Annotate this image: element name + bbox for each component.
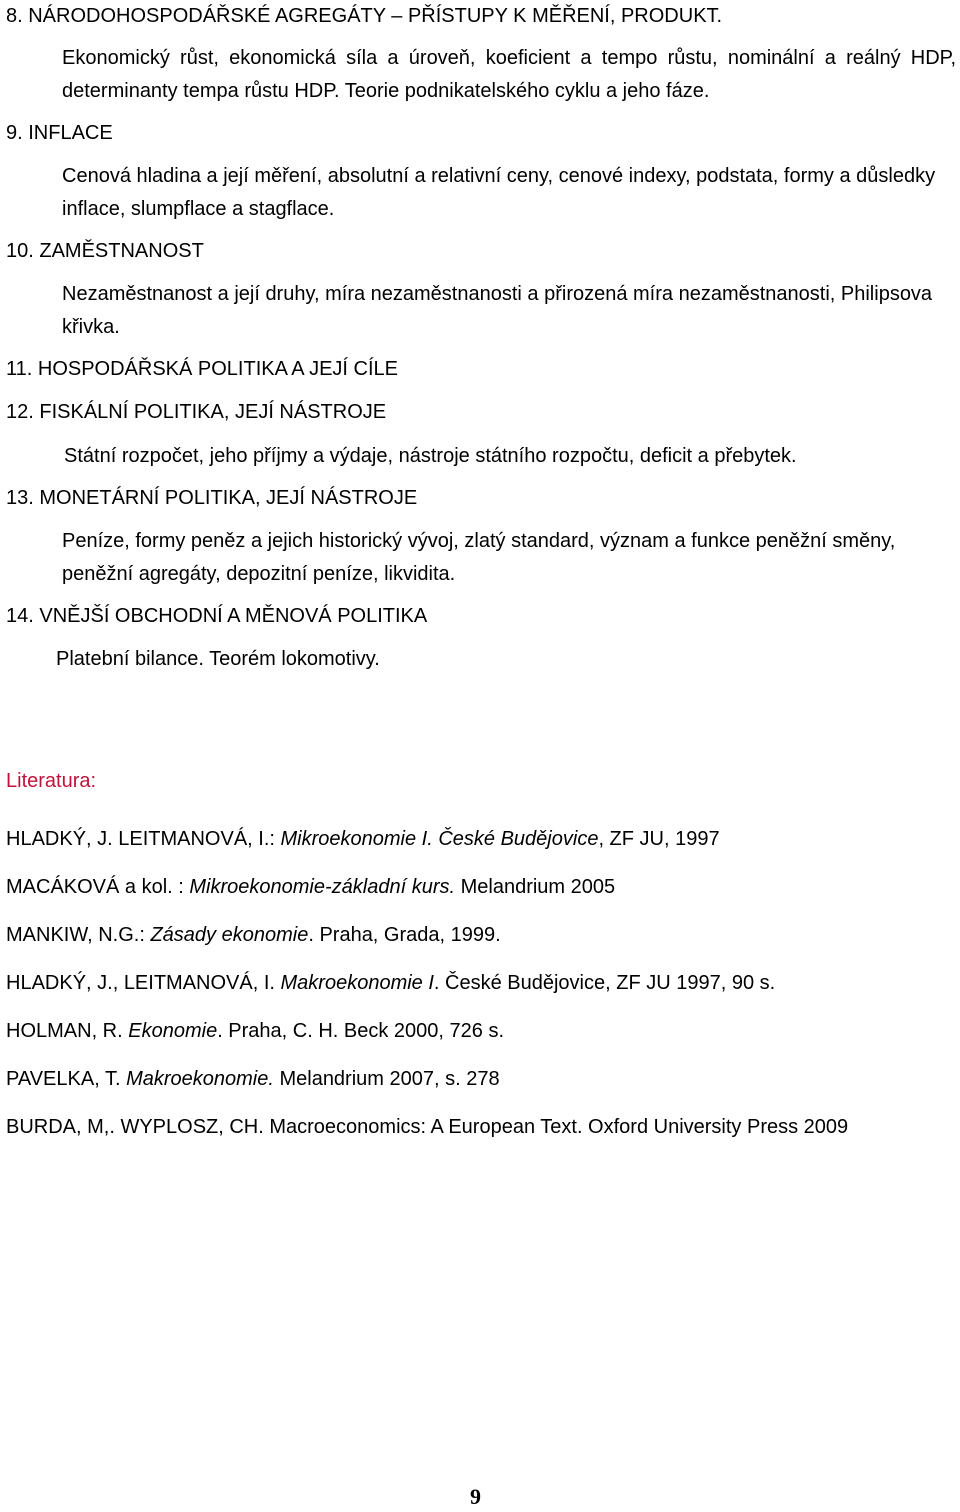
page-number: 9 <box>470 1484 481 1509</box>
reference-publisher: Melandrium 2007, s. 278 <box>273 1068 500 1090</box>
reference-author: MANKIW, N.G.: <box>6 924 151 946</box>
reference-item <box>6 922 501 948</box>
reference-item <box>6 1018 504 1044</box>
reference-item <box>6 874 615 900</box>
section-heading-12: 12. FISKÁLNÍ POLITIKA, JEJÍ NÁSTROJE <box>6 401 387 423</box>
reference-title: Zásady ekonomie <box>150 924 309 946</box>
reference-item <box>6 826 720 852</box>
section-heading-10: 10. ZAMĚSTNANOST <box>6 240 204 262</box>
reference-publisher: Melandrium 2005 <box>455 876 616 898</box>
reference-title: Makroekonomie I <box>280 972 434 994</box>
reference-item <box>6 970 775 996</box>
reference-title: Mikroekonomie I. České Budějovice <box>280 828 599 850</box>
reference-author: PAVELKA, T. <box>6 1068 127 1090</box>
section-body-9: Cenová hladina a její měření, absolutní a relativní ceny, cenové indexy, podstata, formy a důsledky inflace, slumpflace a stagflace. <box>62 165 936 220</box>
section-body-12: Státní rozpočet, jeho příjmy a výdaje, nástroje státního rozpočtu, deficit a přebytek. <box>64 445 797 467</box>
section-body-8: Ekonomický růst, ekonomická síla a úroveň, koeficient a tempo růstu, nominální a reálný HDP, determinanty tempa růstu HDP. Teorie podnikatelského cyklu a jeho fáze. <box>62 47 956 102</box>
section-body-14: Platební bilance. Teorém lokomotivy. <box>56 648 380 670</box>
reference-item <box>6 1114 848 1140</box>
section-body-13: Peníze, formy peněz a jejich historický vývoj, zlatý standard, význam a funkce peněžní směny, peněžní agregáty, depozitní peníze, likvidita. <box>62 530 896 585</box>
literature-label: Literatura: <box>6 770 97 792</box>
reference-author: BURDA, M,. WYPLOSZ, CH. Macroeconomics: A European Text. Oxford University Press 2009 <box>6 1116 849 1138</box>
reference-publisher: . Praha, C. H. Beck 2000, 726 s. <box>217 1020 505 1042</box>
section-heading-11: 11. HOSPODÁŘSKÁ POLITIKA A JEJÍ CÍLE <box>6 358 399 380</box>
section-heading-13: 13. MONETÁRNÍ POLITIKA, JEJÍ NÁSTROJE <box>6 487 418 509</box>
reference-publisher: . České Budějovice, ZF JU 1997, 90 s. <box>433 972 776 994</box>
reference-author: MACÁKOVÁ a kol. : <box>6 876 190 898</box>
reference-publisher: , ZF JU, 1997 <box>598 828 720 850</box>
reference-title: Mikroekonomie-základní kurs. <box>189 876 456 898</box>
reference-item <box>6 1066 500 1092</box>
reference-author: HOLMAN, R. <box>6 1020 129 1042</box>
reference-author: HLADKÝ, J. LEITMANOVÁ, I.: <box>6 828 281 850</box>
reference-publisher: . Praha, Grada, 1999. <box>308 924 501 946</box>
reference-title: Makroekonomie. <box>126 1068 274 1090</box>
reference-title: Ekonomie <box>128 1020 218 1042</box>
section-heading-8: 8. NÁRODOHOSPODÁŘSKÉ AGREGÁTY – PŘÍSTUPY K MĚŘENÍ, PRODUKT. <box>6 5 723 27</box>
section-heading-9: 9. INFLACE <box>6 122 113 144</box>
reference-author: HLADKÝ, J., LEITMANOVÁ, I. <box>6 972 281 994</box>
section-body-10: Nezaměstnanost a její druhy, míra nezaměstnanosti a přirozená míra nezaměstnanosti, Philipsova křivka. <box>62 283 933 338</box>
section-heading-14: 14. VNĚJŠÍ OBCHODNÍ A MĚNOVÁ POLITIKA <box>6 605 428 627</box>
